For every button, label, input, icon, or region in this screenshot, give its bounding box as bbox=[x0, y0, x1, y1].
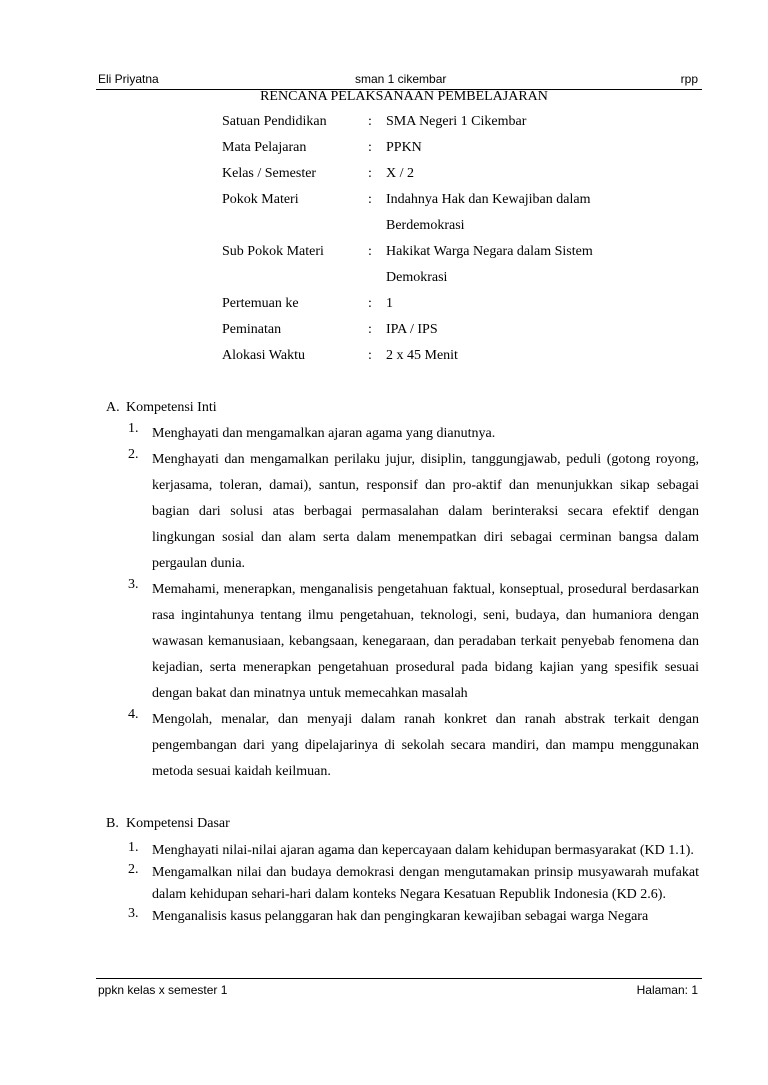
info-colon: : bbox=[368, 192, 372, 207]
info-value: PPKN bbox=[386, 140, 422, 155]
item-text: Mengolah, menalar, dan menyaji dalam ranah konkret dan ranah abstrak terkait dengan pengembangan dari yang dipelajarinya di sekolah secara mandiri, dan mampu menggunakan metoda sesuai kaidah keilmuan. bbox=[152, 712, 699, 779]
item-text: Memahami, menerapkan, menganalisis pengetahuan faktual, konseptual, prosedural berdasarkan rasa ingintahunya tentang ilmu pengetahuan, teknologi, seni, budaya, dan humaniora dengan wawasan kemanusiaan, kebangsaan, kenegaraan, dan peradaban terkait penyebab fenomena dan kejadian, serta menerapkan pengetahuan prosedural pada bidang kajian yang spesifik sesuai dengan bakat dan minatnya untuk memecahkan masalah bbox=[152, 582, 699, 701]
header-school: sman 1 cikembar bbox=[355, 72, 447, 86]
info-label: Sub Pokok Materi bbox=[222, 244, 324, 259]
header-author: Eli Priyatna bbox=[98, 72, 159, 86]
page-title: RENCANA PELAKSANAAN PEMBELAJARAN bbox=[260, 89, 548, 104]
list-item bbox=[128, 577, 699, 707]
info-label: Mata Pelajaran bbox=[222, 140, 307, 155]
info-colon: : bbox=[368, 348, 372, 363]
info-colon: : bbox=[368, 296, 372, 311]
item-number: 4. bbox=[128, 707, 139, 722]
item-text: Menghayati dan mengamalkan perilaku jujur, disiplin, tanggungjawab, peduli (gotong royong, kerjasama, toleran, damai), santun, responsif dan pro-aktif dan menunjukkan sikap sebagai bagian dari solusi atas berbagai permasalahan dalam berinteraksi secara efektif dengan lingkungan sosial dan alam serta dalam menempatkan diri sebagai cerminan bangsa dalam pergaulan dunia. bbox=[152, 452, 699, 571]
info-colon: : bbox=[368, 114, 372, 129]
info-value: Indahnya Hak dan Kewajiban dalam Berdemokrasi bbox=[386, 192, 591, 233]
info-value: SMA Negeri 1 Cikembar bbox=[386, 114, 527, 129]
info-colon: : bbox=[368, 244, 372, 259]
info-value: 2 x 45 Menit bbox=[386, 348, 458, 363]
info-row bbox=[222, 346, 646, 372]
info-label: Peminatan bbox=[222, 322, 282, 337]
item-number: 3. bbox=[128, 577, 139, 592]
header-doc-type: rpp bbox=[680, 72, 698, 86]
list-item bbox=[128, 840, 699, 862]
item-text: Mengamalkan nilai dan budaya demokrasi dengan mengutamakan prinsip musyawarah mufakat dalam kehidupan sehari-hari dalam konteks Negara Kesatuan Republik Indonesia (KD 2.6). bbox=[152, 865, 699, 902]
info-colon: : bbox=[368, 322, 372, 337]
item-text: Menganalisis kasus pelanggaran hak dan pengingkaran kewajiban sebagai warga Negara bbox=[152, 909, 649, 924]
section-title: Kompetensi Inti bbox=[126, 400, 217, 415]
item-text: Menghayati nilai-nilai ajaran agama dan kepercayaan dalam kehidupan bermasyarakat (KD 1.1). bbox=[152, 843, 694, 858]
info-value: Hakikat Warga Negara dalam Sistem Demokrasi bbox=[386, 244, 593, 285]
item-number: 2. bbox=[128, 447, 139, 462]
info-row bbox=[222, 190, 646, 242]
info-table bbox=[222, 112, 646, 372]
section-heading-b bbox=[106, 816, 230, 832]
list-item bbox=[128, 906, 699, 928]
info-value: 1 bbox=[386, 296, 393, 311]
info-colon: : bbox=[368, 166, 372, 181]
item-number: 1. bbox=[128, 421, 139, 436]
info-row bbox=[222, 242, 646, 294]
list-item bbox=[128, 707, 699, 785]
info-label: Alokasi Waktu bbox=[222, 348, 305, 363]
list-item bbox=[128, 447, 699, 577]
kompetensi-inti-list bbox=[128, 421, 699, 785]
info-label: Kelas / Semester bbox=[222, 166, 317, 181]
list-item bbox=[128, 862, 699, 906]
list-item bbox=[128, 421, 699, 447]
info-value: X / 2 bbox=[386, 166, 414, 181]
info-value: IPA / IPS bbox=[386, 322, 438, 337]
info-colon: : bbox=[368, 140, 372, 155]
section-letter: A. bbox=[106, 400, 120, 415]
section-title: Kompetensi Dasar bbox=[126, 816, 230, 831]
item-number: 2. bbox=[128, 862, 139, 877]
item-text: Menghayati dan mengamalkan ajaran agama yang dianutnya. bbox=[152, 426, 496, 441]
info-label: Pokok Materi bbox=[222, 192, 299, 207]
info-label: Pertemuan ke bbox=[222, 296, 299, 311]
footer-page-number: Halaman: 1 bbox=[636, 983, 698, 997]
info-label: Satuan Pendidikan bbox=[222, 114, 327, 129]
footer-divider bbox=[96, 978, 702, 979]
item-number: 1. bbox=[128, 840, 139, 855]
footer-course: ppkn kelas x semester 1 bbox=[98, 983, 228, 997]
section-heading-a bbox=[106, 400, 217, 416]
kompetensi-dasar-list bbox=[128, 840, 699, 928]
item-number: 3. bbox=[128, 906, 139, 921]
section-letter: B. bbox=[106, 816, 119, 831]
